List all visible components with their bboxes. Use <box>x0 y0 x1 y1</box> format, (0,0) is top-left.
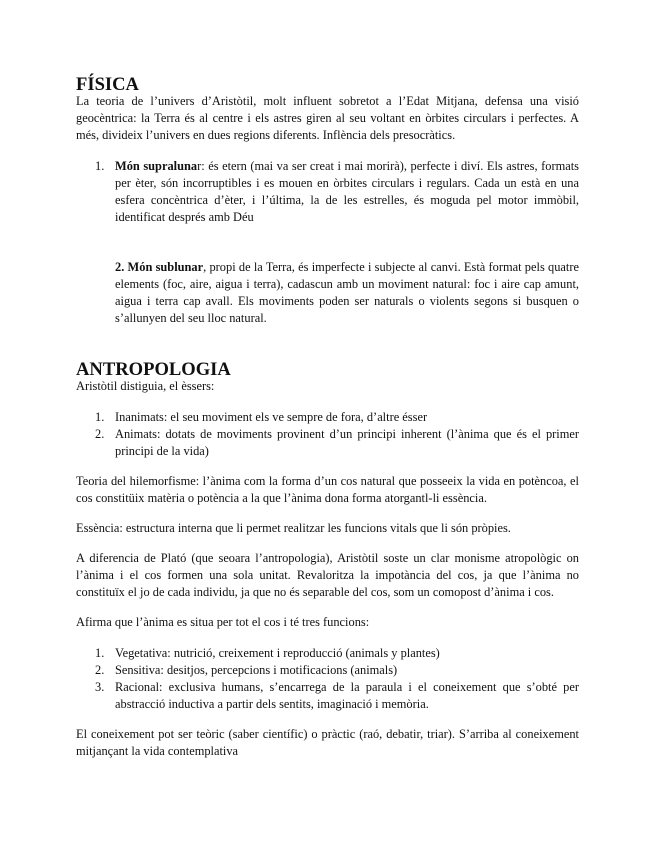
antropologia-intro-paragraph: Aristòtil distiguia, el èssers: <box>76 379 215 393</box>
list-number: 2. <box>95 427 105 441</box>
list-item <box>76 679 579 713</box>
list-number: 1. <box>95 646 105 660</box>
item-text: Racional: exclusiva humans, s’encarrega de la paraula i el coneixement que s’obté per abstracció inductiva a partir dels sentits, imaginació i memòria. <box>115 680 579 711</box>
list-item <box>76 645 579 662</box>
essers-list <box>76 409 579 460</box>
afirma-paragraph: Afirma que l’ànima es situa per tot el cos i té tres funcions: <box>76 615 370 629</box>
term-mon-supralunar: Món supraluna <box>115 159 198 173</box>
term-suffix: r <box>197 159 202 173</box>
item-text: Animats: dotats de moviments provinent d’un principi inherent (l’ànima que és el primer principi de la vida) <box>115 427 579 458</box>
section-title-fisica: FÍSICA <box>76 74 139 95</box>
item-text: : és etern (mai va ser creat i mai morirà), perfecte i diví. Els astres, formats per èter, són incorruptibles i es mouen en òrbites circulars i regulars. Cada un està en una esfera concèntrica d’èter, i l’última, la de les estrelles, és moguda pel motor immòbil, identificat després amb Déu <box>115 159 579 224</box>
plato-paragraph: A diferencia de Plató (que seoara l’antropologia), Aristòtil soste un clar monisme atropològic on l’ànima i el cos formen una sola unitat. Revaloritza la impotància del cos, ja que l’ànima no constituïx el jo de cada individu, ja que no és separable del cos, som un comopost d’ànima i cos. <box>76 551 579 599</box>
list-number: 1. <box>95 159 105 173</box>
funcions-list <box>76 645 579 713</box>
list-item <box>76 158 579 226</box>
fisica-item2-paragraph <box>76 259 579 327</box>
item-text: Vegetativa: nutrició, creixement i reproducció (animals y plantes) <box>115 646 440 660</box>
hilemorfisme-paragraph: Teoria del hilemorfisme: l’ànima com la forma d’un cos natural que posseeix la vida en potèncoa, el cos constitüix matèria o potència a la que l’ànima dona forma atorgantl-li essència. <box>76 474 579 505</box>
list-item <box>76 662 579 679</box>
list-number: 2. <box>95 663 105 677</box>
item-text: Inanimats: el seu moviment els ve sempre de fora, d’altre ésser <box>115 410 428 424</box>
document-page <box>76 76 579 760</box>
term-mon-sublunar: 2. Món sublunar <box>115 260 204 274</box>
essencia-paragraph: Essència: estructura interna que li permet realitzar les funcions vitals que li són pròpies. <box>76 521 511 535</box>
section-title-antropologia: ANTROPOLOGIA <box>76 359 231 380</box>
item-text: Sensitiva: desitjos, percepcions i motificacions (animals) <box>115 663 398 677</box>
item-text: , propi de la Terra, és imperfecte i subjecte al canvi. Està format pels quatre elements (foc, aire, aigua i terra), cadascun amb un moviment natural: foc i aire cap amunt, aigua i terra cap avall. Els moviments poden ser naturals o violents segons si busquen o s’allunyen del seu lloc natural. <box>115 260 579 325</box>
list-item <box>76 409 579 426</box>
list-number: 1. <box>95 410 105 424</box>
coneixement-paragraph: El coneixement pot ser teòric (saber científic) o pràctic (raó, debatir, triar). S’arriba al coneixement mitjançant la vida contemplativa <box>76 727 579 758</box>
list-number: 3. <box>95 680 105 694</box>
fisica-intro-paragraph: La teoria de l’univers d’Aristòtil, molt influent sobretot a l’Edat Mitjana, defensa una visió geocèntrica: la Terra és al centre i els astres giren al seu voltant en òrbites circulars i perfectes. A més, divideix l’univers en dues regions diferents. Inflència dels presocràtics. <box>76 94 579 142</box>
list-item <box>76 426 579 460</box>
fisica-regions-list <box>76 158 579 226</box>
